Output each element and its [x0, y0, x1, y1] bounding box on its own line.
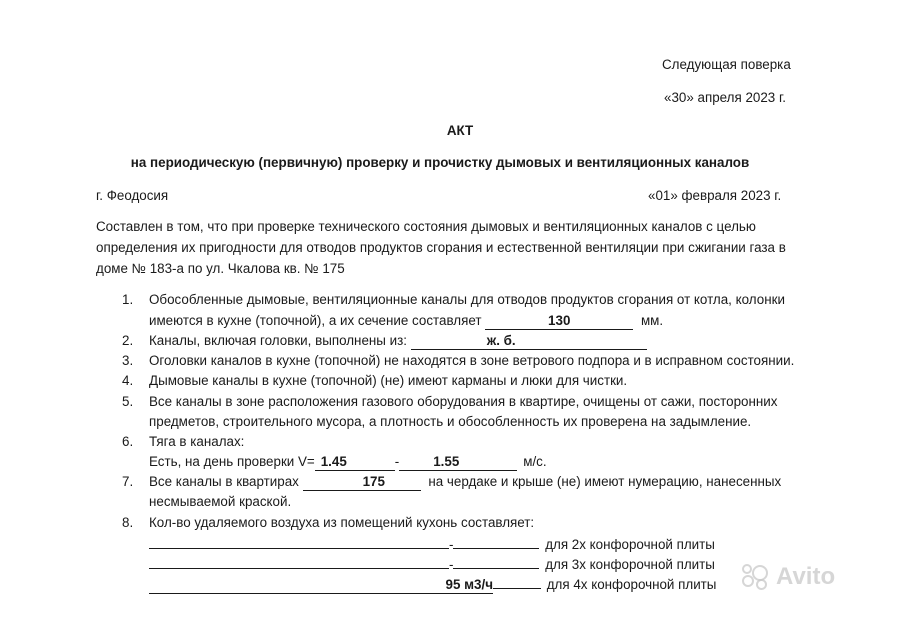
section-size-text: 130 [548, 313, 571, 328]
draft-min-value [315, 454, 395, 471]
intro-line-2: определения их пригодности для отводов продуктов сгорания и естественной вентиляции при сжигании газа в [96, 240, 786, 255]
item-number: 8. [122, 515, 134, 530]
material-value [411, 333, 647, 350]
document-title: АКТ [446, 123, 474, 138]
draft-min-text: 1.45 [320, 454, 347, 469]
air-row-3 [149, 574, 716, 595]
item-5-line-2: предметов, строительного мусора, а плотность и обособленность их проверена на задымление. [149, 414, 752, 429]
item-number: 4. [122, 373, 134, 388]
item-number: 3. [122, 353, 134, 368]
air-row-1 [149, 534, 715, 555]
item-1-line-2 [149, 311, 663, 331]
item-7-text-post: на чердаке и крыше (не) имеют нумерацию, нанесенных [428, 474, 782, 489]
item-4-text: Дымовые каналы в кухне (топочной) (не) имеют карманы и люки для чистки. [149, 373, 628, 388]
material-text: ж. б. [486, 333, 516, 348]
intro-line-1: Составлен в том, что при проверке технического состояния дымовых и вентиляционных каналов с целью [96, 219, 756, 234]
item-5-line-1: Все каналы в зоне расположения газового оборудования в квартире, очищены от сажи, посторонних [149, 394, 778, 409]
air-row-3-blank [493, 574, 541, 589]
document-date: «01» февраля 2023 г. [648, 188, 782, 203]
air-row-3-label: для 4х конфорочной плиты [546, 577, 717, 592]
air-row-2-label: для 3х конфорочной плиты [545, 557, 715, 572]
item-number: 7. [122, 474, 134, 489]
item-6-line-1: Тяга в каналах: [149, 434, 245, 449]
draft-dash: - [394, 454, 400, 469]
air-row-1-blank [453, 534, 539, 549]
air-row-1-label: для 2х конфорочной плиты [545, 537, 715, 552]
intro-line-3: доме № 183-а по ул. Чкалова кв. № 175 [96, 261, 345, 276]
apartments-text: 175 [362, 474, 385, 489]
item-number: 1. [122, 292, 134, 307]
apartments-value [303, 474, 421, 491]
item-8-text: Кол-во удаляемого воздуха из помещений кухонь составляет: [149, 515, 535, 530]
item-1-line-1: Обособленные дымовые, вентиляционные каналы для отводов продуктов сгорания от котла, колонки [149, 292, 785, 307]
item-number: 5. [122, 394, 134, 409]
item-number: 6. [122, 434, 134, 449]
item-2-line [149, 331, 647, 351]
draft-unit: м/с. [523, 454, 547, 469]
avito-watermark [742, 562, 850, 592]
draft-max-text: 1.55 [433, 454, 460, 469]
item-6-line-2 [149, 452, 547, 472]
air-row-2-dash: - [449, 557, 454, 572]
air-row-1-value [149, 548, 449, 549]
next-check-label: Следующая поверка [662, 57, 791, 72]
section-size-value [485, 313, 633, 330]
air-row-2-blank [453, 554, 539, 569]
air-row-2-value [149, 568, 449, 569]
document-subtitle: на периодическую (первичную) проверку и прочистку дымовых и вентиляционных каналов [130, 155, 750, 170]
air-row-3-text: 95 м3/ч [445, 577, 493, 592]
next-check-date: «30» апреля 2023 г. [664, 90, 786, 105]
item-2-text: Каналы, включая головки, выполнены из: [149, 333, 407, 348]
draft-label: Есть, на день проверки V= [149, 454, 315, 469]
item-7-line-1 [149, 472, 781, 492]
item-7-text-pre: Все каналы в квартирах [149, 474, 299, 489]
air-row-3-value [149, 577, 493, 594]
item-1-text: имеются в кухне (топочной), а их сечение составляет [149, 313, 482, 328]
city: г. Феодосия [96, 188, 169, 203]
draft-max-value [399, 454, 517, 471]
section-size-unit: мм. [640, 313, 664, 328]
avito-logo-icon [742, 563, 772, 591]
item-3-text: Оголовки каналов в кухне (топочной) не находятся в зоне ветрового подпора и в исправном состоянии. [149, 353, 795, 368]
air-row-2 [149, 554, 715, 575]
air-row-1-dash: - [449, 537, 454, 552]
item-7-line-2: несмываемой краской. [149, 494, 292, 509]
item-number: 2. [122, 333, 134, 348]
avito-watermark-text: Avito [776, 563, 836, 590]
